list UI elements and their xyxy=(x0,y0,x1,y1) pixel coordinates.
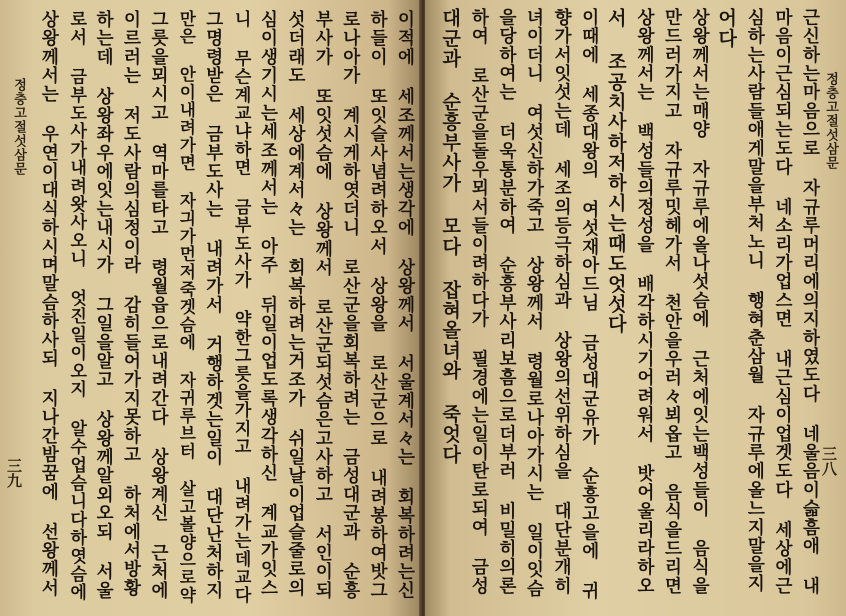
running-header-right: 정충고절섯삼문 xyxy=(823,72,838,170)
text-column: 니 무슨계교냐하면 금부도사가 약한그릇을가지고 내려가는데교다 xyxy=(230,10,251,605)
text-column: 그명령받은 금부도사는 내려가서 거행하겟는일이 대단난처하지 xyxy=(203,10,224,600)
page-number-right: 三八 xyxy=(820,446,838,476)
text-column: 그릇을뫼시고 역마를타고 령월읍으로내려간다 상왕계신 근처에 xyxy=(148,10,169,600)
text-column: 로나아가 계시게하엿더니 로산군을회복하려는 금성대군과 순흥 xyxy=(340,10,361,600)
text-column: 녀이더니 여섯신하가죽고 상왕께서 령월로나아가시는 일이잇슴 xyxy=(524,8,544,598)
page-number-left: 三九 xyxy=(5,458,23,488)
text-column: 상왕께서는 백성들의정성을 배각하시기어려워서 밧어울리라하오 xyxy=(634,8,655,596)
text-column: 대군과 순흥부사가 모다 잡혀올녀와 죽엇다 xyxy=(439,8,462,465)
text-column: 심이생기시는세조께서는 아주 뒤일이업도록생각하신 계교가잇스 xyxy=(258,10,278,598)
text-column: 서 조공치사하저하시는때도엇섯다 xyxy=(604,8,627,335)
text-column: 하는데 상왕좌우에잇는내시가 그일을알고 상왕께알외오되 서울 xyxy=(93,10,114,600)
text-column: 상왕께서는 우연이대식하시며말슴하사되 지나간밤꿈에 선왕께서 xyxy=(38,10,59,598)
text-column: 상왕께서는매양 자규루에올나섯슴에 근처에잇는백성들이 음식을 xyxy=(689,8,710,596)
text-column: 하들이 또잇슬사념려하오서 상왕을 로산군으로 내려봉하여밧그 xyxy=(367,10,388,600)
text-column: 이적에 세조께서는생각에 상왕께서 서울계서々는 회복하려는신 xyxy=(395,10,415,600)
left-page xyxy=(0,0,421,616)
text-column: 만은 안이내려가면 자긔가먼저죽겟슴에 자귀루브터 살고볼양으로약 xyxy=(176,10,196,605)
text-column: 심하는사람들애게말을부처노니 행혀춘삼월 자규루에올느지말을지 xyxy=(744,8,765,593)
text-column: 섯더래도 세상에계서々는 회복하려는거조가 쉬일날이업슬줄로의 xyxy=(285,10,306,598)
text-column: 이때에 세종대왕의 여섯재아드님 금성대군유가 순흥고을에 귀 xyxy=(579,8,600,601)
text-column: 향가서잇섯는데 세조의등극하심과 상왕의선위하심을 대단분개히 xyxy=(551,8,572,596)
text-column: 이르러는 저도사람의심정이라 감히들어가지못하고 하처에서방황 xyxy=(121,10,141,598)
text-column: 근신하는마음으로 자규루머리에의지하였도다 네울음이슯흠애 내 xyxy=(800,8,820,596)
text-column: 만드러가지고 자규루밋헤가서 천안을우러々뵈옵고 음식을드리면 xyxy=(662,8,682,596)
text-column: 마음이근심되는도다 네소리가업스면 내근심이업겟도다 세상에근 xyxy=(772,8,793,596)
text-column: 로서 금부도사가내려왓사오니 엇진일이오지 알수업슴니다하엿슴에 xyxy=(66,10,87,602)
text-column: 하여 로산군을돌우뫼서들이려하다가 필경에는일이탄로되여 금성 xyxy=(468,8,489,596)
right-page xyxy=(425,0,846,616)
text-column: 을당하여는 더욱통분하여 순흥부사리보흠으로더부러 비밀히의론 xyxy=(496,8,517,596)
text-column: 어다 xyxy=(715,8,738,49)
running-header-left: 정충고절섯삼문 xyxy=(11,78,26,176)
text-column: 부사가 또잇섯슴에 상왕께서 로산군되섯슴은고사하고 서인이되 xyxy=(312,10,333,600)
